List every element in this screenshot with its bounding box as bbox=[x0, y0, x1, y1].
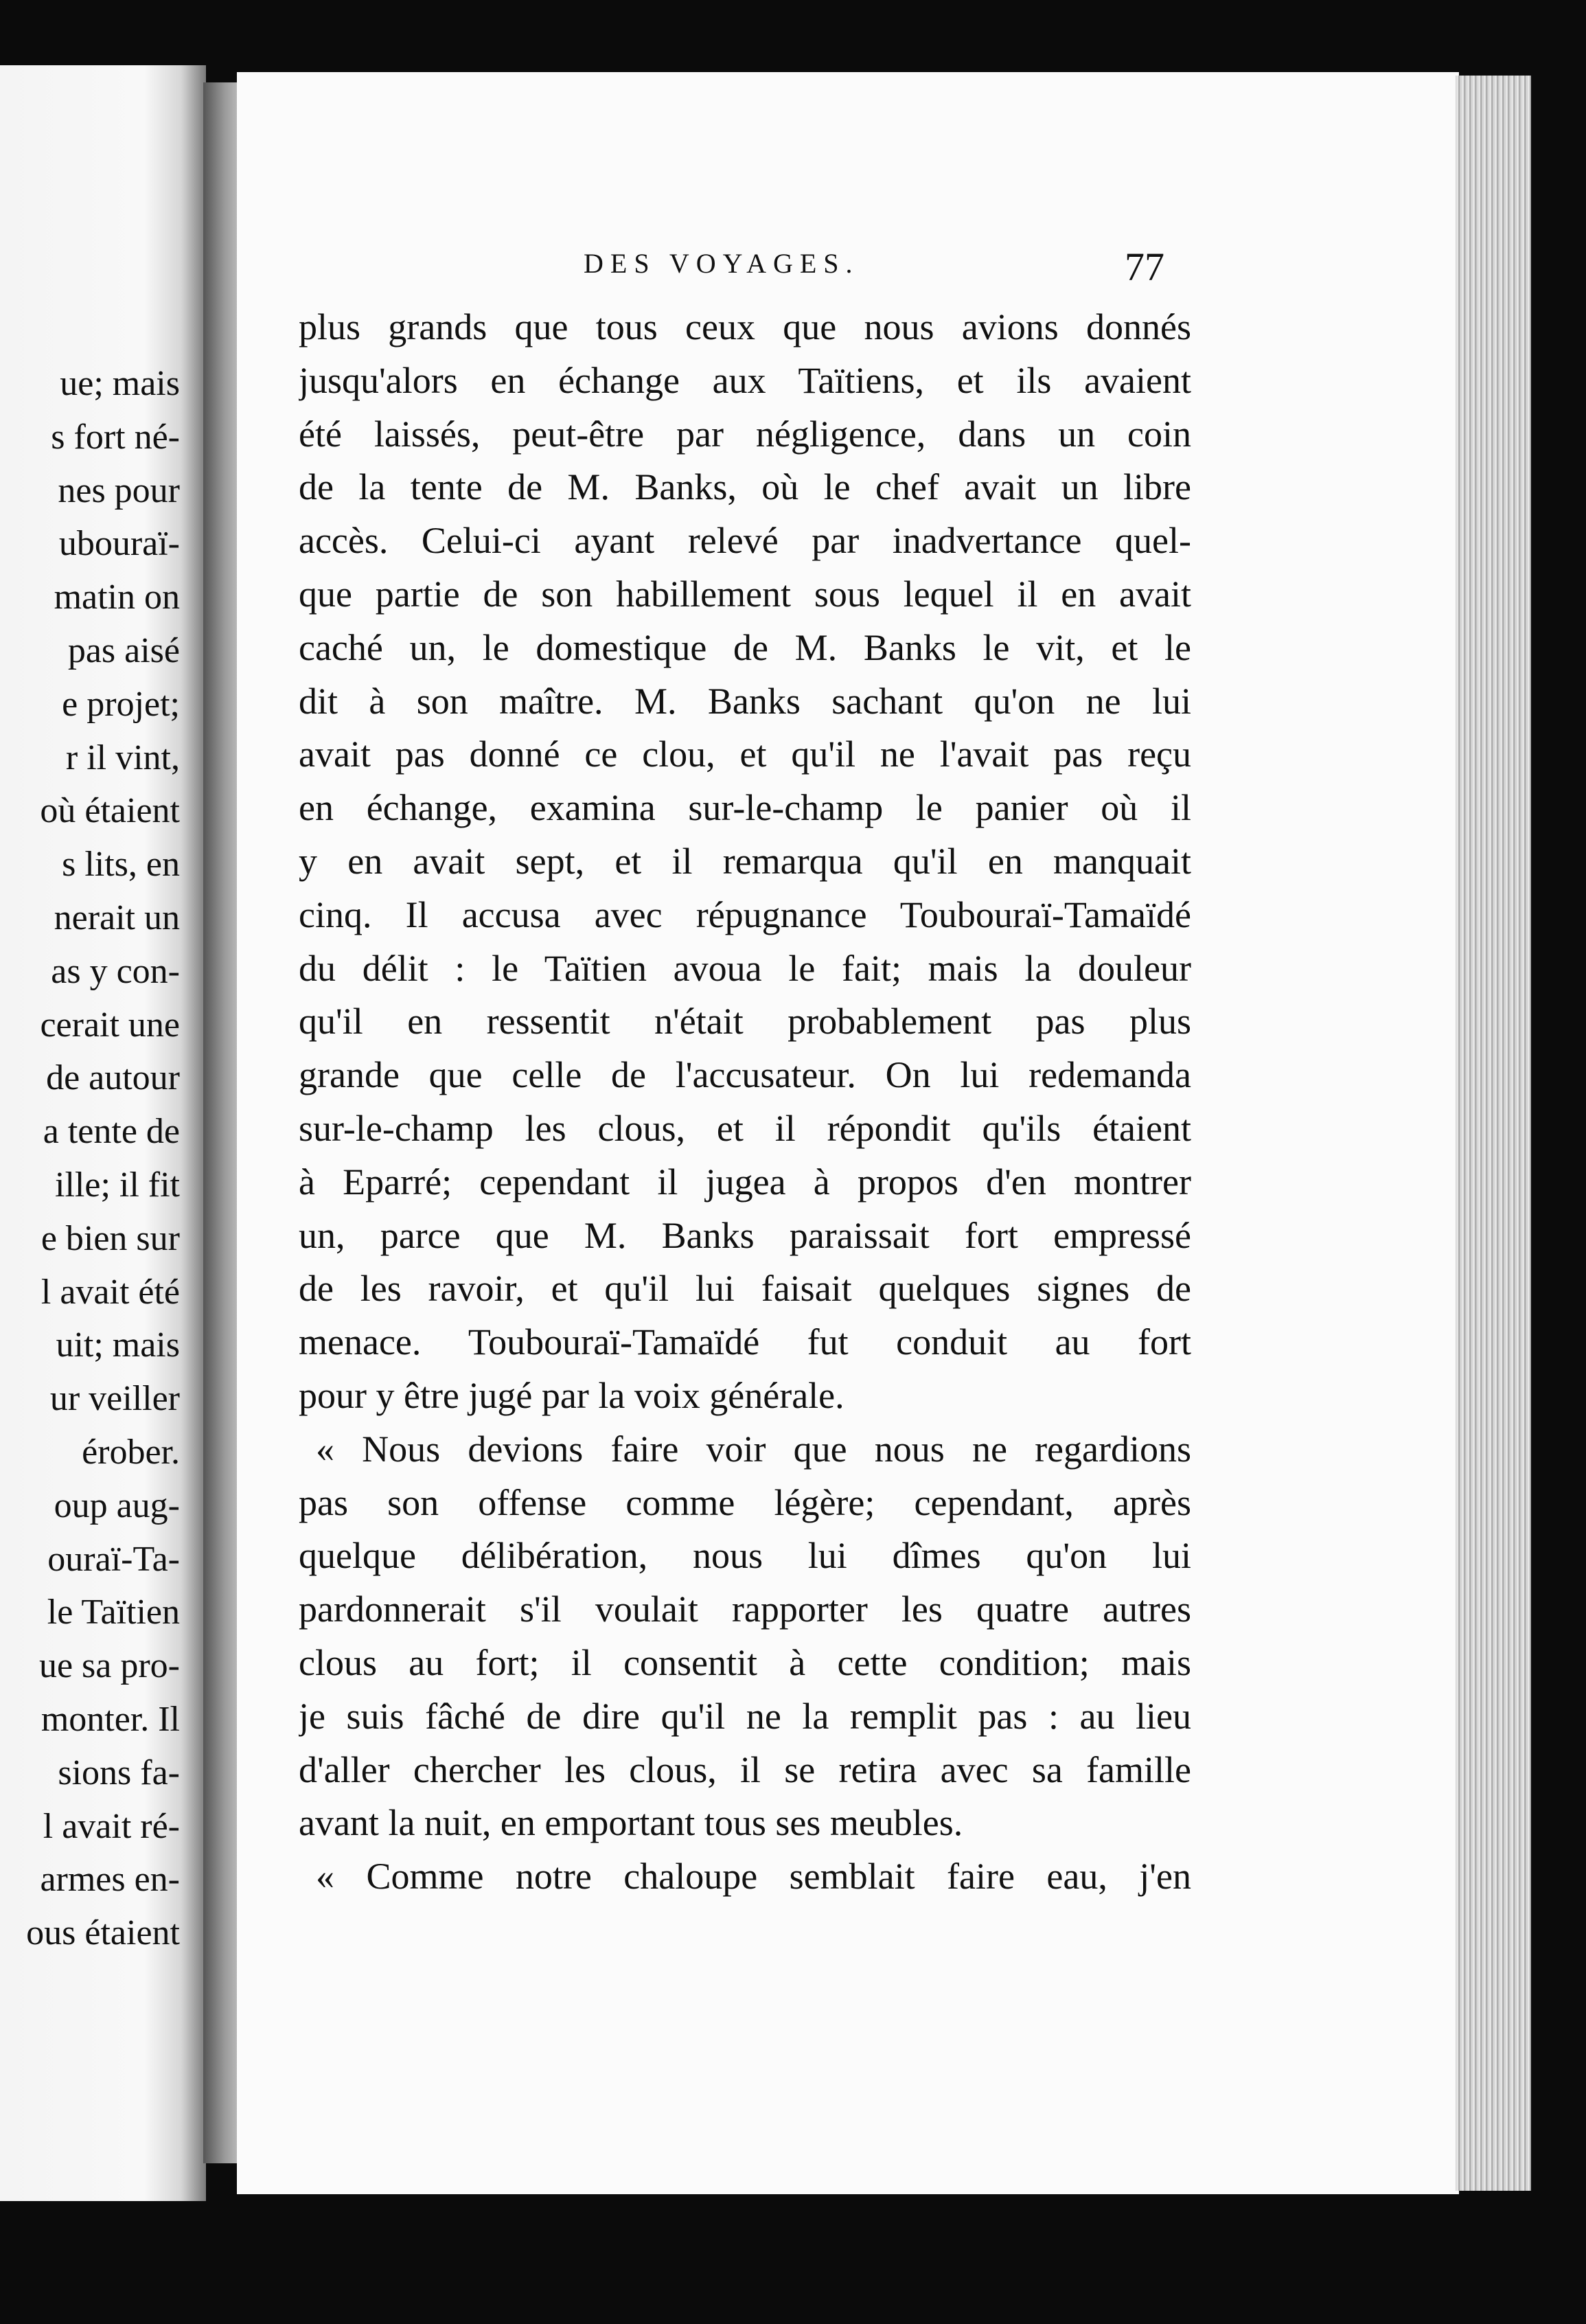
text-line: de les ravoir, et qu'il lui faisait quelques signes de bbox=[299, 1268, 1191, 1310]
text-line: je suis fâché de dire qu'il ne la remplit pas : au lieu bbox=[299, 1695, 1191, 1737]
text-line: été laissés, peut-être par négligence, dans un coin bbox=[299, 413, 1191, 455]
text-line: e projet; bbox=[62, 684, 180, 724]
text-line: monter. Il bbox=[41, 1699, 180, 1739]
text-line: à Eparré; cependant il jugea à propos d'en montrer bbox=[299, 1161, 1191, 1203]
text-line: avait pas donné ce clou, et qu'il ne l'avait pas reçu bbox=[299, 733, 1191, 775]
text-line: menace. Toubouraï-Tamaïdé fut conduit au fort bbox=[299, 1321, 1191, 1363]
text-line: « Comme notre chaloupe semblait faire eau, j'en bbox=[316, 1856, 1191, 1898]
text-line: pardonnerait s'il voulait rapporter les quatre autres bbox=[299, 1588, 1191, 1630]
text-line: jusqu'alors en échange aux Taïtiens, et ils avaient bbox=[299, 359, 1191, 401]
text-line: l avait ré- bbox=[43, 1806, 180, 1846]
text-line: cerait une bbox=[40, 1005, 180, 1045]
text-line: pour y être jugé par la voix générale. bbox=[299, 1374, 844, 1416]
text-line: érober. bbox=[82, 1432, 180, 1472]
text-line: ouraï-Ta- bbox=[47, 1539, 180, 1579]
text-line: ue; mais bbox=[60, 364, 180, 403]
text-line: grande que celle de l'accusateur. On lui redemanda bbox=[299, 1054, 1191, 1096]
text-line: as y con- bbox=[51, 951, 180, 991]
text-line: nes pour bbox=[58, 470, 180, 510]
text-line: matin on bbox=[54, 578, 180, 617]
text-line: « Nous devions faire voir que nous ne regardions bbox=[316, 1428, 1191, 1470]
text-line: dit à son maître. M. Banks sachant qu'on ne lui bbox=[299, 680, 1191, 722]
text-line: ue sa pro- bbox=[38, 1646, 180, 1686]
text-line: l avait été bbox=[41, 1272, 180, 1312]
text-line: caché un, le domestique de M. Banks le vit, et le bbox=[299, 626, 1191, 668]
text-line: un, parce que M. Banks paraissait fort empressé bbox=[299, 1214, 1191, 1256]
text-line: le Taïtien bbox=[47, 1593, 180, 1632]
text-line: pas son offense comme légère; cependant, après bbox=[299, 1481, 1191, 1523]
text-line: a tente de bbox=[43, 1112, 180, 1152]
text-line: où étaient bbox=[40, 791, 180, 831]
text-line: d'aller chercher les clous, il se retira avec sa famille bbox=[299, 1748, 1191, 1790]
text-line: oup aug- bbox=[54, 1485, 180, 1525]
text-line: ille; il fit bbox=[55, 1165, 180, 1205]
text-line: de autour bbox=[46, 1058, 180, 1098]
running-head: DES VOYAGES. bbox=[584, 248, 860, 279]
text-line: e bien sur bbox=[41, 1218, 180, 1258]
left-page bbox=[0, 65, 206, 2201]
text-line: que partie de son habillement sous lequel il en avait bbox=[299, 573, 1191, 615]
text-line: r il vint, bbox=[65, 738, 180, 777]
text-line: cinq. Il accusa avec répugnance Toubouraï-Tamaïdé bbox=[299, 893, 1191, 935]
text-line: quelque délibération, nous lui dîmes qu'on lui bbox=[299, 1535, 1191, 1577]
text-line: avant la nuit, en emportant tous ses meubles. bbox=[299, 1802, 963, 1844]
page-number: 77 bbox=[1125, 244, 1164, 289]
left-page-text bbox=[0, 357, 180, 1960]
text-line: pas aisé bbox=[67, 630, 180, 670]
text-line: clous au fort; il consentit à cette condition; mais bbox=[299, 1641, 1191, 1683]
text-line: uit; mais bbox=[56, 1325, 180, 1365]
text-line: y en avait sept, et il remarqua qu'il en manquait bbox=[299, 840, 1191, 882]
text-line: ur veiller bbox=[49, 1379, 180, 1419]
text-line: du délit : le Taïtien avoua le fait; mais la douleur bbox=[299, 947, 1191, 989]
text-line: sions fa- bbox=[58, 1753, 180, 1792]
text-line: nerait un bbox=[54, 898, 180, 937]
text-line: s fort né- bbox=[51, 417, 180, 457]
page-edges bbox=[1456, 76, 1531, 2191]
body-text bbox=[299, 301, 1191, 1904]
text-line: en échange, examina sur-le-champ le panier où il bbox=[299, 787, 1191, 829]
text-line: ous étaient bbox=[26, 1913, 180, 1953]
text-line: accès. Celui-ci ayant relevé par inadvertance quel- bbox=[299, 520, 1191, 562]
text-line: qu'il en ressentit n'était probablement pas plus bbox=[299, 1001, 1191, 1043]
text-line: ubouraï- bbox=[58, 524, 180, 564]
text-line: plus grands que tous ceux que nous avions donnés bbox=[299, 306, 1191, 348]
text-line: armes en- bbox=[40, 1860, 180, 1900]
text-line: s lits, en bbox=[62, 845, 180, 885]
text-line: de la tente de M. Banks, où le chef avait un libre bbox=[299, 466, 1191, 508]
text-line: sur-le-champ les clous, et il répondit qu'ils étaient bbox=[299, 1107, 1191, 1149]
